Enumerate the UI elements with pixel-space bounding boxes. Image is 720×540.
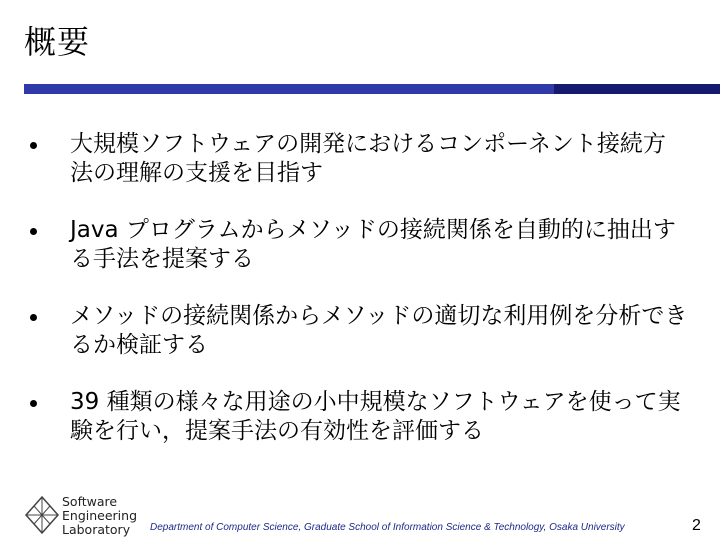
slide-title: 概要 xyxy=(24,23,91,61)
bullet-dot-icon xyxy=(30,228,37,235)
lab-logo-icon xyxy=(24,495,60,535)
bullet-item xyxy=(28,216,688,274)
logo-line: Engineering xyxy=(62,508,137,523)
bullet-text: 大規模ソフトウェアの開発におけるコンポーネント接続方法の理解の支援を目指す xyxy=(70,131,666,186)
bullet-dot-icon xyxy=(30,142,37,149)
title-bar-segment-dark xyxy=(554,84,720,94)
bullet-dot-icon xyxy=(30,400,37,407)
lab-logo xyxy=(24,495,164,540)
title-bar-segment xyxy=(24,84,554,94)
bullet-text: 39 種類の様々な用途の小中規模なソフトウェアを使って実験を行い，提案手法の有効性を評価する xyxy=(70,389,681,444)
logo-line: Laboratory xyxy=(62,522,131,537)
bullet-item xyxy=(28,302,688,360)
bullet-text: メソッドの接続関係からメソッドの適切な利用例を分析できるか検証する xyxy=(70,303,688,358)
title-underline-bar xyxy=(24,84,720,94)
bullet-text: Java プログラムからメソッドの接続関係を自動的に抽出する手法を提案する xyxy=(70,217,676,272)
bullet-item xyxy=(28,388,688,446)
page-number: 2 xyxy=(692,517,701,534)
bullet-dot-icon xyxy=(30,314,37,321)
bullet-item xyxy=(28,130,688,188)
logo-line: Software xyxy=(62,494,118,509)
bullet-list xyxy=(28,130,688,474)
department-footer: Department of Computer Science, Graduate School of Information Science & Technology, Osaka University xyxy=(150,522,625,533)
